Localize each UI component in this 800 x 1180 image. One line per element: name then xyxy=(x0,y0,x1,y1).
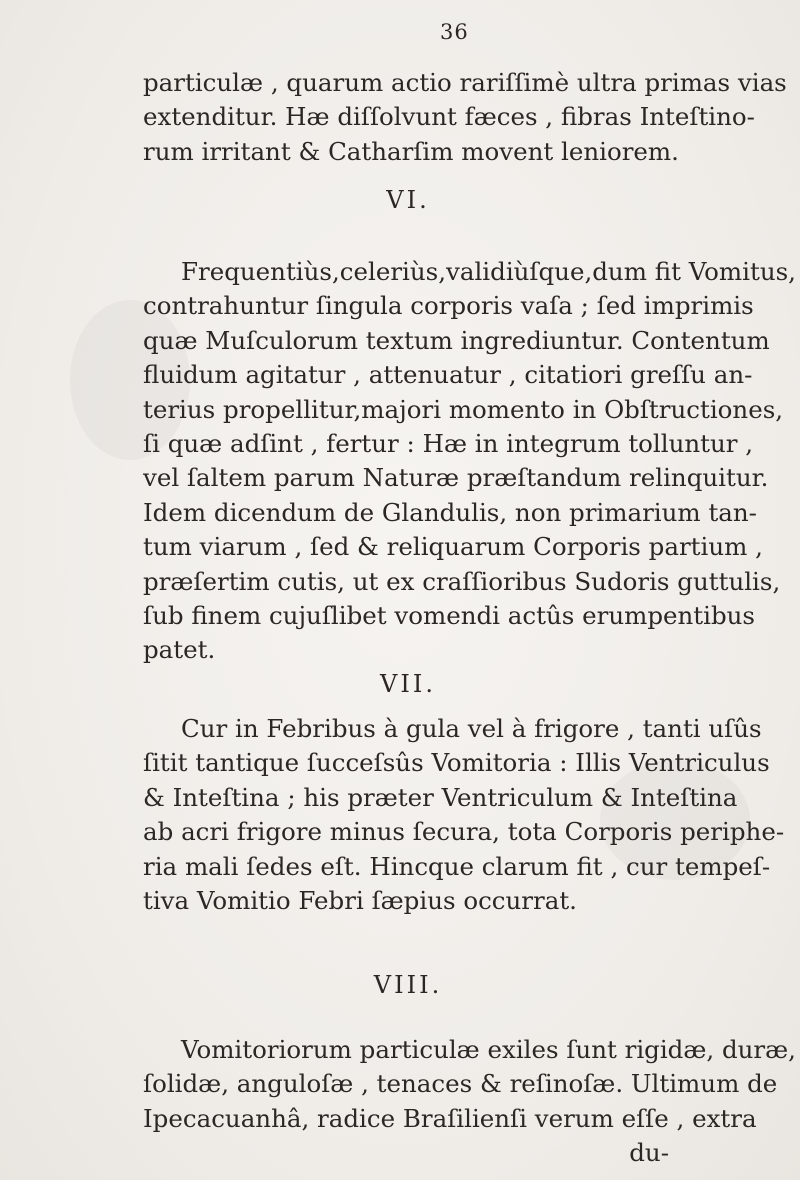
text-line: & Inteſtina ; his præter Ventriculum & Inteſtina xyxy=(143,782,738,812)
text-line: quæ Muſculorum textum ingrediuntur. Contentum xyxy=(143,325,770,355)
text-line: extenditur. Hæ diſſolvunt fæces , fibras Inteſtino- xyxy=(143,102,755,132)
text-line: Cur in Febribus à gula vel à frigore , tanti uſûs xyxy=(181,714,762,743)
text-line: particulæ , quarum actio rariſſimè ultra primas vias xyxy=(143,68,787,97)
section-vii-text xyxy=(143,712,785,918)
text-line: ſolidæ, anguloſæ , tenaces & reſinoſæ. Ultimum de xyxy=(143,1069,778,1099)
text-line: præſertim cutis, ut ex craſſioribus Sudoris guttulis, xyxy=(143,566,781,596)
text-line: fluidum agitatur , attenuatur , citatiori greſſu an- xyxy=(143,360,753,390)
text-line: rum irritant & Catharſim movent leniorem. xyxy=(143,136,679,166)
text-line: ſi quæ adſint , fertur : Hæ in integrum tolluntur , xyxy=(143,429,754,459)
text-line: ſub finem cujuſlibet vomendi actûs erumpentibus xyxy=(143,601,756,631)
catchword: du- xyxy=(629,1138,669,1168)
text-line: tiva Vomitio Febri ſæpius occurrat. xyxy=(143,886,577,916)
text-line: Ipecacuanhâ, radice Braſilienſi verum eſſe , extra xyxy=(143,1103,757,1133)
section-viii-text xyxy=(143,1033,796,1171)
text-line: ſitit tantique ſucceſsûs Vomitoria : Illis Ventriculus xyxy=(143,748,770,778)
section-heading-vii: VII. xyxy=(380,670,436,698)
text-line: ab acri frigore minus ſecura, tota Corporis periphe- xyxy=(143,817,785,847)
text-line: vel ſaltem parum Naturæ præſtandum relinquitur. xyxy=(143,463,769,493)
text-line: terius propellitur,majori momento in Obſtructiones, xyxy=(143,394,784,424)
paragraph-continuation xyxy=(143,66,787,169)
page-number: 36 xyxy=(440,20,469,44)
text-line: contrahuntur ſingula corporis vaſa ; ſed imprimis xyxy=(143,291,754,321)
text-line: ria mali ſedes eſt. Hincque clarum fit , cur tempeſ- xyxy=(143,851,771,881)
section-heading-viii: VIII. xyxy=(373,971,443,999)
text-line: Frequentiùs,celeriùs,validiùſque,dum fit Vomitus, xyxy=(181,257,796,286)
text-line: tum viarum , ſed & reliquarum Corporis partium , xyxy=(143,532,763,562)
text-line: Vomitoriorum particulæ exiles ſunt rigidæ, duræ, xyxy=(181,1035,796,1064)
text-line: patet. xyxy=(143,635,216,665)
section-vi-text xyxy=(143,255,796,668)
text-line: Idem dicendum de Glandulis, non primarium tan- xyxy=(143,497,757,527)
section-heading-vi: VI. xyxy=(386,186,430,214)
